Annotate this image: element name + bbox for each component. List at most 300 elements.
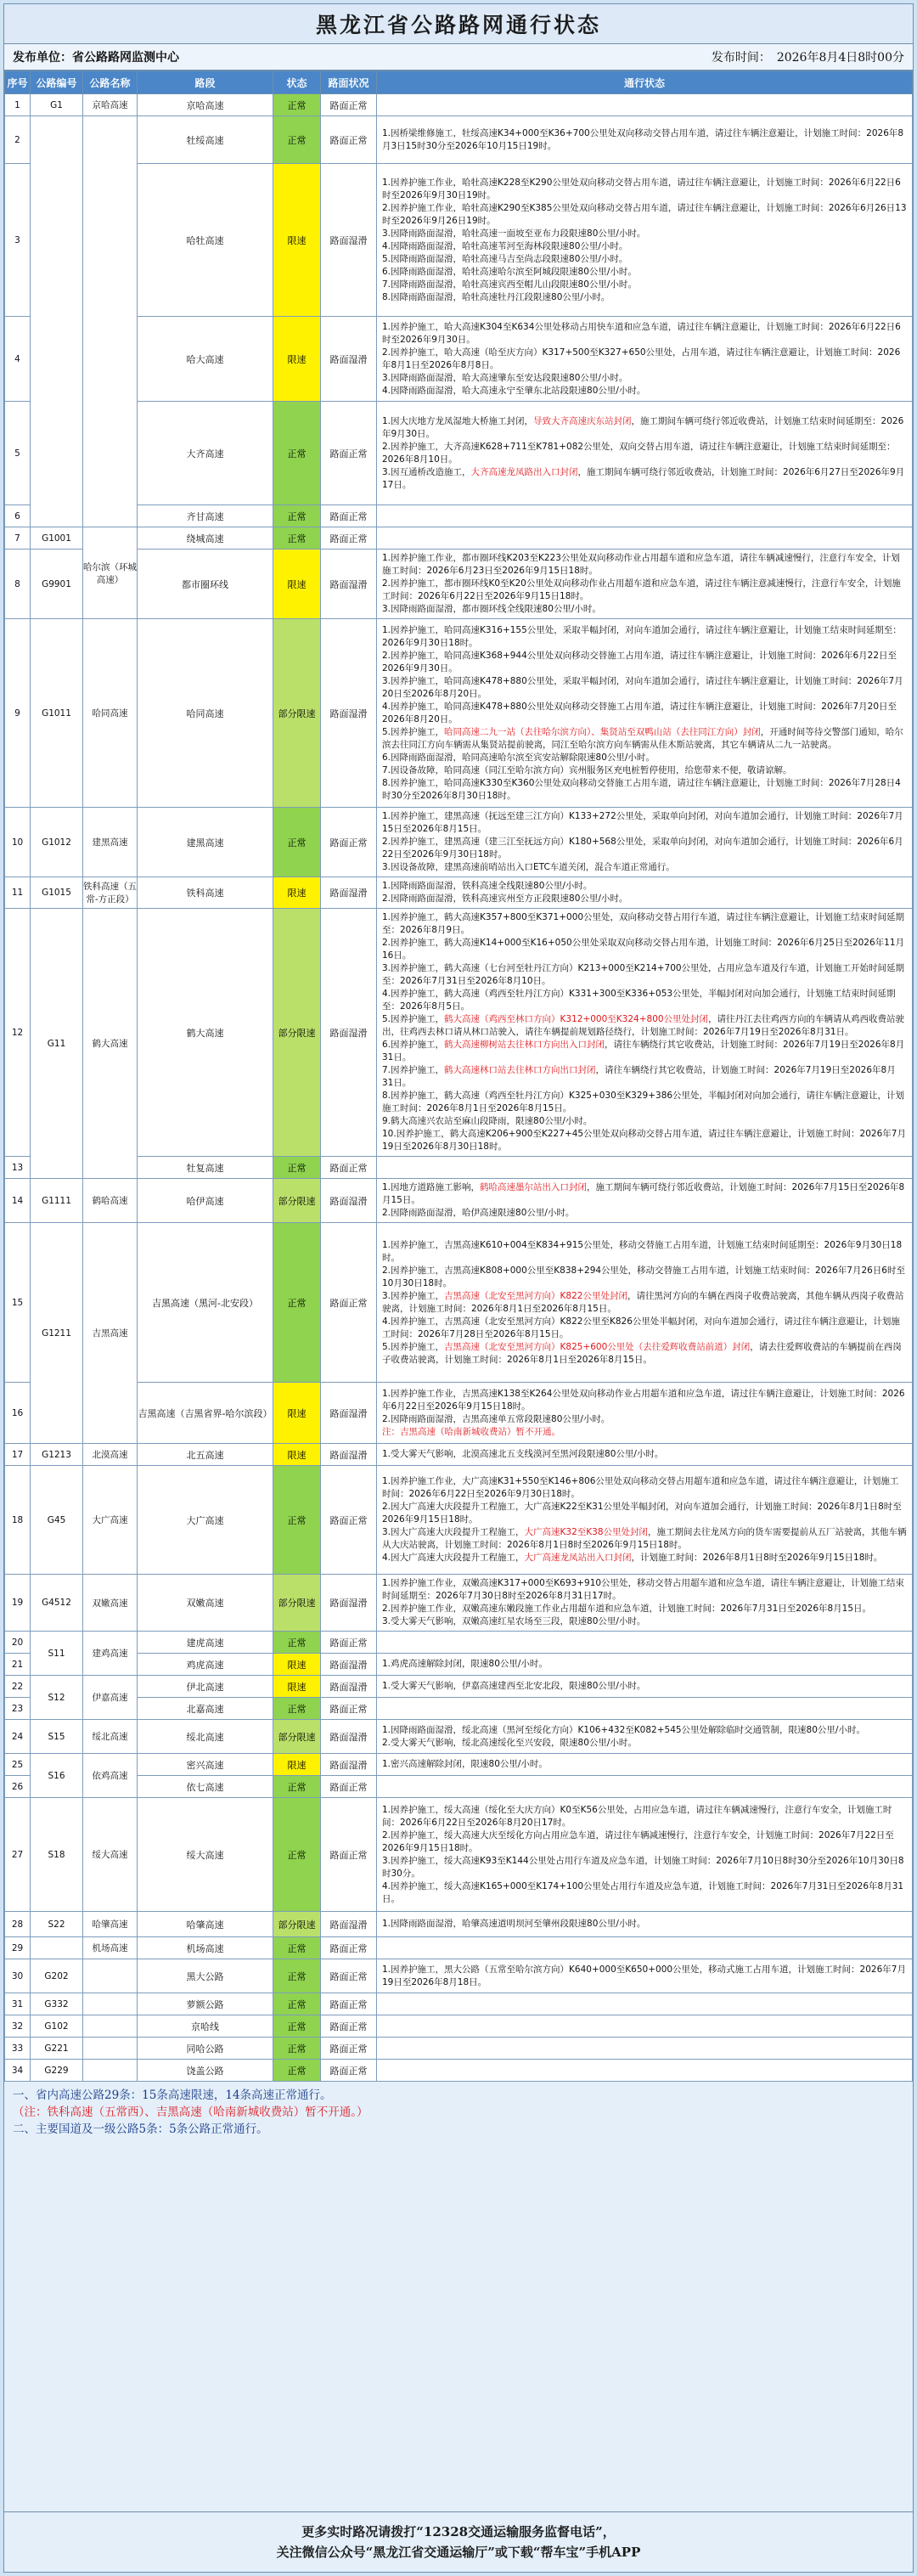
road-condition: 路面正常 <box>321 1993 377 2015</box>
table-row <box>5 2038 913 2060</box>
road-condition: 路面湿滑 <box>321 877 377 909</box>
route-name: 鹤大高速 <box>83 909 138 1179</box>
notice-item <box>382 1064 907 1090</box>
section-name: 吉黑高速（黑河-北安段） <box>138 1223 273 1383</box>
section-name: 哈牡高速 <box>138 164 273 317</box>
notice-text: 1.因养护施工，哈同高速K316+155公里处，采取半幅封闭，对向车道加会通行，请过往车辆注意避让，计划施工结束时间延期至：2026年9月30日18时。 <box>382 624 902 648</box>
notice-text: 2.因养护施工，哈大高速（哈至庆方向）K317+500至K327+650公里处，占用车道，请过往车辆注意避让，计划施工时间：2026年8月1日至2026年8月8日。 <box>382 347 901 370</box>
row-number: 13 <box>5 1157 31 1179</box>
traffic-notice <box>377 1676 913 1698</box>
notice-text: 2.因养护施工，都市圈环线K0至K20公里处双向移动作业占用超车道和应急车道，请过往车辆注意减速慢行，注意行车安全，计划施工时间：2026年6月22日至2026年9月15日18时。 <box>382 578 901 601</box>
table-row <box>5 1179 913 1223</box>
notice-text: ，开通时间等待交警部门通知，哈尔滨去往同江方向车辆需从集贤站提前驶离，同江至哈尔滨方向车辆需从佳木斯站驶离，其它车辆请从二九一站驶离。 <box>382 726 903 750</box>
notice-text: 5.因养护施工， <box>382 1341 445 1352</box>
row-number: 34 <box>5 2060 31 2082</box>
notice-item <box>382 177 907 202</box>
section-name: 哈同高速 <box>138 619 273 808</box>
status-badge: 正常 <box>273 1698 321 1720</box>
notice-text: 6.因养护施工， <box>382 1040 445 1050</box>
notice-text: 1.因降雨路面湿滑，铁科高速全线限速80公里/小时。 <box>382 881 593 891</box>
table-row <box>5 1959 913 1993</box>
table-row <box>5 619 913 808</box>
road-condition: 路面正常 <box>321 1776 377 1798</box>
row-number: 33 <box>5 2038 31 2060</box>
notice-item <box>382 372 907 385</box>
traffic-notice <box>377 909 913 1157</box>
notice-text: 3.因养护施工，鹤大高速（七台河至牡丹江方向）K213+000至K214+700公里处，占用应急车道及行车道，计划施工开始时间延期至：2026年7月31日至2026年8月10日。 <box>382 963 905 986</box>
notice-item <box>382 752 907 764</box>
traffic-notice <box>377 1720 913 1754</box>
section-name: 鹤大高速 <box>138 909 273 1157</box>
status-badge: 限速 <box>273 1676 321 1698</box>
table-row <box>5 1937 913 1959</box>
route-code: G1211 <box>31 1223 83 1444</box>
section-name: 萝额公路 <box>138 1993 273 2015</box>
traffic-notice <box>377 1654 913 1676</box>
notice-item <box>382 1577 907 1603</box>
notice-text: 2.因降雨路面湿滑，哈伊高速限速80公里/小时。 <box>382 1208 575 1218</box>
notice-item <box>382 1501 907 1526</box>
notice-text: 2.因养护施工，吉黑高速K808+000公里至K838+294公里处，移动交替施工占用车道，计划施工结束时间：2026年7月26日6时至10月30日18时。 <box>382 1265 905 1288</box>
traffic-notice <box>377 1223 913 1383</box>
notice-highlight: 吉黑高速（北安至黑河方向）K825+600公里处（去往爱辉收费站前道）封闭 <box>444 1341 751 1352</box>
road-condition: 路面湿滑 <box>321 1676 377 1698</box>
route-name: 哈同高速 <box>83 619 138 808</box>
publish-time: 发布时间： 2026年8月4日8时00分 <box>711 51 904 65</box>
row-number: 3 <box>5 164 31 317</box>
traffic-notice <box>377 317 913 402</box>
notice-item <box>382 810 907 836</box>
notice-item <box>382 1737 907 1750</box>
notice-text: 6.因降雨路面湿滑，哈同高速哈尔滨至宾安站解除限速80公里/小时。 <box>382 752 655 763</box>
row-number: 9 <box>5 619 31 808</box>
traffic-notice <box>377 1912 913 1937</box>
traffic-notice <box>377 94 913 116</box>
traffic-notice <box>377 1383 913 1444</box>
header-status: 状态 <box>273 71 321 94</box>
road-condition: 路面湿滑 <box>321 317 377 402</box>
notice-item <box>382 726 907 752</box>
notice-text: 2.因养护施工，鹤大高速K14+000至K16+050公里处采取双向移动交替占用车道，计划施工时间：2026年6月25日至2026年11月16日。 <box>382 938 905 961</box>
notice-text: 7.因养护施工， <box>382 1065 445 1075</box>
route-code: G1012 <box>31 808 83 877</box>
road-condition: 路面正常 <box>321 1798 377 1912</box>
traffic-notice <box>377 1993 913 2015</box>
row-number: 12 <box>5 909 31 1157</box>
notice-text: 3.因降雨路面湿滑，哈牡高速一面坡至亚布力段限速80公里/小时。 <box>382 228 646 239</box>
notice-item <box>382 1918 907 1931</box>
notice-item <box>382 1388 907 1413</box>
notice-text: 1.因养护施工，吉黑高速K610+004至K834+915公里处，移动交替施工占用车道，计划施工结束时间延期至：2026年9月30日18时。 <box>382 1239 903 1263</box>
section-name: 吉黑高速（吉黑省界-哈尔滨段） <box>138 1383 273 1444</box>
section-name: 绥北高速 <box>138 1720 273 1754</box>
route-name: 京哈高速 <box>83 94 138 116</box>
traffic-notice <box>377 402 913 505</box>
hotline-text: 更多实时路况请拨打“12328交通运输服务监督电话”， <box>301 2524 616 2539</box>
publisher: 发布单位：省公路路网监测中心 <box>13 51 179 65</box>
notice-item <box>382 1128 907 1153</box>
section-name: 大齐高速 <box>138 402 273 505</box>
header-road: 路面状况 <box>321 71 377 94</box>
table-row <box>5 877 913 909</box>
notice-item <box>382 1426 907 1439</box>
notice-item <box>382 1090 907 1115</box>
notice-highlight: 鹤哈高速墨尔站出入口封闭 <box>480 1182 588 1192</box>
traffic-notice <box>377 1937 913 1959</box>
table-row <box>5 1698 913 1720</box>
footer-contact <box>4 2511 913 2572</box>
status-badge: 部分限速 <box>273 1720 321 1754</box>
notice-text: 1.因养护施工，绥大高速（绥化至大庆方向）K0至K56公里处，占用应急车道，请过往车辆减速慢行，注意行车安全，计划施工时间：2026年6月22日至2026年8月20日17时。 <box>382 1804 892 1828</box>
row-number: 1 <box>5 94 31 116</box>
notice-highlight: 鹤大高速林口站去往林口方向出口封闭 <box>444 1065 596 1075</box>
notice-item <box>382 552 907 578</box>
notice-text: 4.因养护施工，吉黑高速（北安至黑河方向）K822公里至K826公里处半幅封闭，对向车道加会通行，请过往车辆注意避让，计划施工时间：2026年7月28日至2026年8月15日。 <box>382 1316 900 1339</box>
traffic-notice <box>377 2015 913 2038</box>
notice-text: 1.因养护施工作业，哈牡高速K228至K290公里处双向移动交替占用车道，请过往车辆注意避让，计划施工时间：2026年6月22日6时至2026年9月30日19时。 <box>382 177 901 200</box>
table-row <box>5 164 913 317</box>
notice-text: 3.因互通桥改造施工， <box>382 466 471 477</box>
traffic-notice <box>377 808 913 877</box>
status-badge: 限速 <box>273 164 321 317</box>
footer-note-1: 一、省内高速公路29条：15条高速限速，14条高速正常通行。 <box>13 2088 332 2102</box>
section-name: 机场高速 <box>138 1937 273 1959</box>
table-row <box>5 1223 913 1383</box>
notice-item <box>382 988 907 1013</box>
status-badge: 正常 <box>273 1223 321 1383</box>
route-code: G45 <box>31 1466 83 1575</box>
route-code: G229 <box>31 2060 83 2082</box>
notice-text: ，计划施工时间：2026年8月1日8时至2026年9月15日18时。 <box>631 1553 883 1563</box>
road-condition: 路面湿滑 <box>321 1444 377 1466</box>
notice-text: ，施工期间车辆可绕行邻近收费站，计划施工时间：2026年7月15日至2026年8月15日。 <box>382 1182 905 1205</box>
status-badge: 限速 <box>273 550 321 619</box>
header-name: 公路名称 <box>83 71 138 94</box>
road-condition: 路面正常 <box>321 1223 377 1383</box>
notice-item <box>382 127 907 153</box>
route-code: S12 <box>31 1676 83 1720</box>
route-name: 绥大高速 <box>83 1798 138 1912</box>
notice-text: 10.因养护施工，鹤大高速K206+900至K227+45公里处双向移动交替占用车道，请过往车辆注意避让，计划施工时间：2026年7月19日至2026年8月30日18时。 <box>382 1129 906 1152</box>
route-code: G4512 <box>31 1575 83 1632</box>
traffic-notice <box>377 1798 913 1912</box>
notice-text: ，请往车辆绕行其它收费站，计划施工时间：2026年7月19日至2026年8月31日。 <box>382 1065 896 1088</box>
notice-text: 1.鸡虎高速解除封闭，限速80公里/小时。 <box>382 1659 548 1669</box>
row-number: 28 <box>5 1912 31 1937</box>
traffic-notice <box>377 1776 913 1798</box>
status-badge: 正常 <box>273 808 321 877</box>
notice-text: 9.鹤大高速兴农站至麻山段降雨，限速80公里/小时。 <box>382 1116 593 1126</box>
header-code: 公路编号 <box>31 71 83 94</box>
notice-item <box>382 880 907 893</box>
traffic-notice <box>377 1632 913 1654</box>
road-condition: 路面湿滑 <box>321 1383 377 1444</box>
road-condition: 路面湿滑 <box>321 1575 377 1632</box>
status-badge: 部分限速 <box>273 1575 321 1632</box>
notice-highlight: 导致大齐高速庆东站封闭 <box>533 415 632 426</box>
status-badge: 限速 <box>273 877 321 909</box>
section-name: 哈肇高速 <box>138 1912 273 1937</box>
notice-text: 3.因设备故障，建黑高速前哨站出入口ETC车道关闭，混合车道正常通行。 <box>382 862 675 872</box>
row-number: 2 <box>5 116 31 164</box>
notice-item <box>382 1680 907 1693</box>
traffic-notice <box>377 505 913 527</box>
section-name: 饶盖公路 <box>138 2060 273 2082</box>
status-badge: 正常 <box>273 527 321 550</box>
route-code: G1001 <box>31 527 83 550</box>
notice-text: 1.受大雾天气影响，伊嘉高速建西至北安北段，限速80公里/小时。 <box>382 1681 646 1691</box>
notice-item <box>382 1239 907 1265</box>
notice-text: 1.因养护施工，黑大公路（五常至哈尔滨方向）K640+000至K650+000公里处，移动式施工占用车道，计划施工时间：2026年7月19日至2026年8月18日。 <box>382 1964 906 1987</box>
status-badge: 部分限速 <box>273 1912 321 1937</box>
route-code: S16 <box>31 1754 83 1798</box>
notice-item <box>382 1526 907 1552</box>
notice-text: 2.因养护施工，哈同高速K368+944公里处双向移动交替施工占用车道，请过往车辆注意避让，计划施工时间：2026年6月22日至2026年9月30日。 <box>382 650 897 674</box>
section-name: 同哈公路 <box>138 2038 273 2060</box>
status-badge: 限速 <box>273 1444 321 1466</box>
status-sheet <box>3 3 914 2573</box>
route-name: 伊嘉高速 <box>83 1676 138 1720</box>
notice-text: ，请往黑河方向的车辆在西岗子收费站驶离，其他车辆从西岗子收费站驶离，计划施工时间：2026年8月1日至2026年8月15日。 <box>382 1290 904 1314</box>
route-name: 机场高速 <box>83 1937 138 1959</box>
status-badge: 正常 <box>273 2038 321 2060</box>
status-badge: 正常 <box>273 1993 321 2015</box>
notice-item <box>382 1964 907 1989</box>
notice-item <box>382 1758 907 1771</box>
table-row <box>5 94 913 116</box>
traffic-notice <box>377 877 913 909</box>
row-number: 21 <box>5 1654 31 1676</box>
route-name: 哈肇高速 <box>83 1912 138 1937</box>
notice-text: ，请去往爱辉收费站的车辆提前在西岗子收费站驶离，计划施工时间：2026年8月1日至2026年8月15日。 <box>382 1341 902 1365</box>
road-condition: 路面正常 <box>321 1632 377 1654</box>
notice-highlight: 大广高速K32至K38公里处封闭 <box>524 1527 649 1537</box>
notice-item <box>382 937 907 962</box>
route-name: 北漠高速 <box>83 1444 138 1466</box>
section-name: 大广高速 <box>138 1466 273 1575</box>
row-number: 10 <box>5 808 31 877</box>
section-name: 伊北高速 <box>138 1676 273 1698</box>
route-code: G1 <box>31 94 83 116</box>
notice-item <box>382 650 907 675</box>
page-title: 黑龙江省公路路网通行状态 <box>315 13 601 37</box>
notice-text: 5.因养护施工， <box>382 726 445 737</box>
table-row <box>5 808 913 877</box>
road-condition: 路面正常 <box>321 1157 377 1179</box>
notice-item <box>382 1265 907 1290</box>
traffic-notice <box>377 116 913 164</box>
notice-text: 3.因养护施工，哈同高速K478+880公里处，采取半幅封闭，对向车道加会通行，请过往车辆注意避让，计划施工时间：2026年7月20日至2026年8月20日。 <box>382 675 903 699</box>
row-number: 26 <box>5 1776 31 1798</box>
notice-text: 4.因大广高速大庆段提升工程施工， <box>382 1553 525 1563</box>
notice-highlight: 哈同高速二九一站（去往哈尔滨方向）、集贤站至双鸭山站（去往同江方向）封闭 <box>444 726 761 737</box>
table-row <box>5 527 913 550</box>
notice-text: 1.因养护施工作业，吉黑高速K138至K264公里处双向移动作业占用超车道和应急车道，请过往车辆注意避让，计划施工时间：2026年6月22日至2026年9月15日18时。 <box>382 1388 905 1412</box>
traffic-notice <box>377 550 913 619</box>
notice-text: 4.因养护施工，哈同高速K478+880公里处双向移动交替施工占用车道，请过往车辆注意避让，计划施工时间：2026年7月20日至2026年8月20日。 <box>382 701 897 724</box>
notice-item <box>382 466 907 492</box>
route-code: G221 <box>31 2038 83 2060</box>
table-row <box>5 402 913 505</box>
notice-text: 7.因降雨路面湿滑，哈牡高速宾西至帽儿山段限速80公里/小时。 <box>382 279 637 290</box>
route-name <box>83 2038 138 2060</box>
route-code: G1011 <box>31 619 83 808</box>
table-row <box>5 116 913 164</box>
notice-item <box>382 347 907 372</box>
road-condition: 路面湿滑 <box>321 909 377 1157</box>
notice-highlight: 大齐高速龙凤路出入口封闭 <box>470 466 578 477</box>
row-number: 7 <box>5 527 31 550</box>
route-code <box>31 116 83 527</box>
notice-item <box>382 911 907 937</box>
notice-item <box>382 279 907 291</box>
notice-text: 1.因大庆地方龙凤湿地大桥施工封闭， <box>382 415 534 426</box>
row-number: 20 <box>5 1632 31 1654</box>
notice-highlight: 鹤大高速柳树站去往林口方向出入口封闭 <box>444 1040 605 1050</box>
notice-text: 2.受大雾天气影响，绥北高速绥化至兴安段，限速80公里/小时。 <box>382 1737 637 1748</box>
notice-item <box>382 624 907 650</box>
notice-item <box>382 291 907 304</box>
route-name: 吉黑高速 <box>83 1223 138 1444</box>
notice-item <box>382 1341 907 1367</box>
title-bar <box>4 4 913 44</box>
row-number: 4 <box>5 317 31 402</box>
section-name: 都市圈环线 <box>138 550 273 619</box>
table-header-row <box>5 71 913 94</box>
notice-text: 2.因养护施工作业，双嫩高速东嫩段施工作业占用超车道和应急车道，计划施工时间：2026年7月31日至2026年8月15日。 <box>382 1604 872 1614</box>
road-condition: 路面湿滑 <box>321 164 377 317</box>
notice-item <box>382 1615 907 1628</box>
notice-text: 4.因降雨路面湿滑，哈大高速永宁至肇东北站段限速80公里/小时。 <box>382 385 646 396</box>
notice-text: 3.因养护施工， <box>382 1290 445 1301</box>
route-code: G1111 <box>31 1179 83 1223</box>
notice-item <box>382 1475 907 1501</box>
status-badge: 正常 <box>273 1632 321 1654</box>
road-condition: 路面湿滑 <box>321 1654 377 1676</box>
route-code: S18 <box>31 1798 83 1912</box>
notice-text: 1.因地方道路施工影响， <box>382 1182 481 1192</box>
notice-text: 8.因养护施工，鹤大高速（鸡西至牡丹江方向）K325+030至K329+386公里处，半幅封闭对向加会通行，请往车辆注意避让，计划施工时间：2026年8月1日至2026年8月15日。 <box>382 1091 905 1113</box>
section-name: 密兴高速 <box>138 1754 273 1776</box>
row-number: 30 <box>5 1959 31 1993</box>
table-row <box>5 1654 913 1676</box>
notice-item <box>382 1855 907 1880</box>
table-row <box>5 1798 913 1912</box>
status-badge: 部分限速 <box>273 619 321 808</box>
notice-item <box>382 240 907 253</box>
notice-text: 2.因养护施工，建黑高速（建三江至抚远方向）K180+568公里处，采取单向封闭，对向车道加会通行，计划施工时间：2026年6月22日至2026年9月30日18时。 <box>382 837 903 860</box>
notice-text: 1.因桥梁维修施工，牡绥高速K34+000至K36+700公里处双向移动交替占用车道，请过往车辆注意避让，计划施工时间：2026年8月3日15时30分至2026年10月15日19时。 <box>382 127 904 151</box>
notice-item <box>382 266 907 279</box>
traffic-notice <box>377 1466 913 1575</box>
table-row <box>5 1776 913 1798</box>
footer-note-2: （注：铁科高速（五常西）、吉黑高速（哈南新城收费站）暂不开通。） <box>13 2105 368 2119</box>
section-name: 双嫩高速 <box>138 1575 273 1632</box>
table-row <box>5 1912 913 1937</box>
notice-item <box>382 578 907 603</box>
status-badge: 正常 <box>273 1157 321 1179</box>
route-name <box>83 2015 138 2038</box>
notice-text: ，请往车辆绕行其它收费站，计划施工时间：2026年7月19日至2026年8月31日。 <box>382 1040 905 1063</box>
section-name: 鸡虎高速 <box>138 1654 273 1676</box>
notice-highlight: 大广高速龙凤站出入口封闭 <box>524 1553 632 1563</box>
row-number: 22 <box>5 1676 31 1698</box>
route-code: G102 <box>31 2015 83 2038</box>
status-badge: 正常 <box>273 2015 321 2038</box>
status-badge: 限速 <box>273 1754 321 1776</box>
table-row <box>5 2060 913 2082</box>
road-condition: 路面湿滑 <box>321 619 377 808</box>
row-number: 18 <box>5 1466 31 1575</box>
notice-item <box>382 1290 907 1316</box>
notice-item <box>382 1181 907 1207</box>
route-name: 大广高速 <box>83 1466 138 1575</box>
notice-item <box>382 1724 907 1737</box>
table-body <box>5 94 913 2082</box>
row-number: 24 <box>5 1720 31 1754</box>
footer-notes <box>4 2082 913 2141</box>
header-notice: 通行状态 <box>377 71 913 94</box>
route-code: G11 <box>31 909 83 1179</box>
road-condition: 路面湿滑 <box>321 550 377 619</box>
section-name: 京哈高速 <box>138 94 273 116</box>
notice-text: 3.受大雾天气影响，双嫩高速红星农场至三段，限速80公里/小时。 <box>382 1616 646 1626</box>
footer-note-3: 二、主要国道及一级公路5条：5条公路正常通行。 <box>13 2122 268 2136</box>
notice-text: 1.因养护施工，鹤大高速K357+800至K371+000公里处，双向移动交替占用行车道，请过往车辆注意避让，计划施工结束时间延期至：2026年8月9日。 <box>382 912 905 935</box>
road-condition: 路面正常 <box>321 2038 377 2060</box>
route-name <box>83 1959 138 1993</box>
notice-item <box>382 1658 907 1671</box>
notice-text: 3.因降雨路面湿滑，都市圈环线全线限速80公里/小时。 <box>382 604 601 614</box>
row-number: 6 <box>5 505 31 527</box>
road-condition: 路面湿滑 <box>321 1912 377 1937</box>
notice-text: 7.因设备故障，哈同高速（同江至哈尔滨方向）宾州服务区充电桩暂停使用，给您带来不便，敬请谅解。 <box>382 764 792 775</box>
notice-text: 5.因降雨路面湿滑，哈牡高速马吉至尚志段限速80公里/小时。 <box>382 253 628 264</box>
section-name: 铁科高速 <box>138 877 273 909</box>
section-name: 北五高速 <box>138 1444 273 1466</box>
route-name: 建黑高速 <box>83 808 138 877</box>
notice-text: 2.因降雨路面湿滑，铁科高速宾州至方正段限速80公里/小时。 <box>382 893 628 904</box>
row-number: 32 <box>5 2015 31 2038</box>
section-name: 京哈线 <box>138 2015 273 2038</box>
notice-item <box>382 1880 907 1906</box>
section-name: 北嘉高速 <box>138 1698 273 1720</box>
notice-item <box>382 764 907 777</box>
notice-text: ，施工期间车辆可绕行邻近收费站，计划施工时间：2026年6月27日至2026年9月17日。 <box>382 466 905 490</box>
row-number: 19 <box>5 1575 31 1632</box>
notice-highlight: 注：吉黑高速（哈南新城收费站）暂不开通。 <box>382 1426 560 1437</box>
route-code: S22 <box>31 1912 83 1937</box>
status-badge: 限速 <box>273 317 321 402</box>
notice-item <box>382 321 907 347</box>
row-number: 17 <box>5 1444 31 1466</box>
notice-item <box>382 1316 907 1341</box>
notice-text: 2.因大广高速大庆段提升工程施工，大广高速K22至K31公里处半幅封闭，对向车道加会通行，计划施工时间：2026年8月1日8时至2026年9月15日18时。 <box>382 1502 902 1525</box>
route-name: 鹤哈高速 <box>83 1179 138 1223</box>
traffic-notice <box>377 2060 913 2082</box>
route-code: G9901 <box>31 550 83 619</box>
notice-text: 4.因养护施工，鹤大高速（鸡西至牡丹江方向）K331+300至K336+053公里处，半幅封闭对向加会通行，计划施工结束时间延期至：2026年8月5日。 <box>382 989 896 1012</box>
traffic-notice <box>377 1444 913 1466</box>
status-badge: 部分限速 <box>273 1179 321 1223</box>
road-condition: 路面正常 <box>321 2060 377 2082</box>
table-row <box>5 2015 913 2038</box>
road-condition: 路面正常 <box>321 1959 377 1993</box>
notice-text: ，请往丹江去往鸡西方向的车辆请从鸡西收费站驶出，往鸡西去林口请从林口站驶入，请往车辆提前规划路径绕行，计划施工时间：2026年7月19日至2026年8月31日。 <box>382 1014 905 1037</box>
notice-item <box>382 228 907 240</box>
row-number: 29 <box>5 1937 31 1959</box>
traffic-notice <box>377 1179 913 1223</box>
